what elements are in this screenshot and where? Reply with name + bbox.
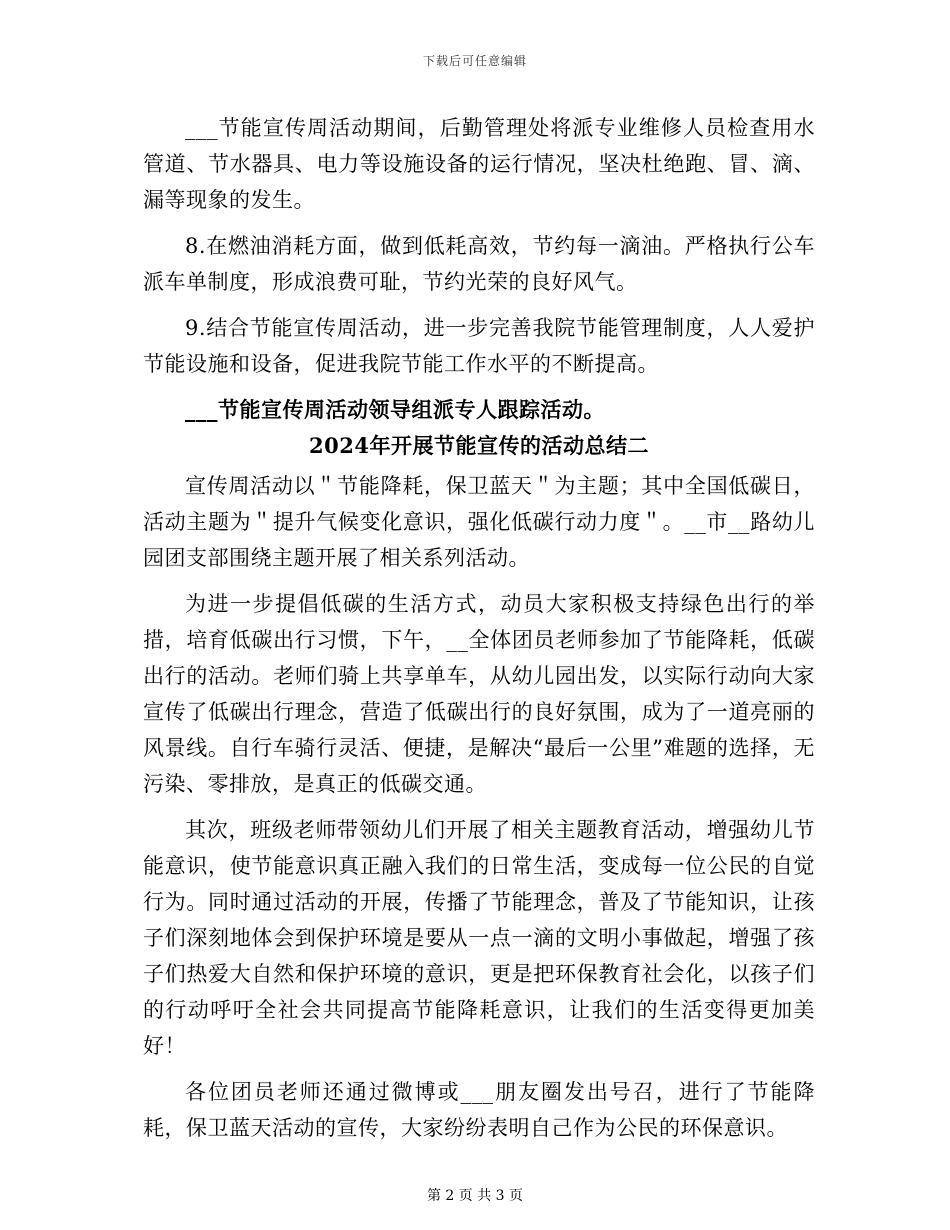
- document-body: [143, 110, 815, 1156]
- paragraph-bold: ___节能宣传周活动领导组派专人跟踪活动。: [185, 397, 605, 422]
- paragraph: 各位团员老师还通过微博或___朋友圈发出号召，进行了节能降耗，保卫蓝天活动的宣传，大家纷纷表明自己作为公民的环保意识。: [143, 1080, 815, 1140]
- paragraph: 宣传周活动以＂节能降耗，保卫蓝天＂为主题；其中全国低碳日，活动主题为＂提升气候变化意识，强化低碳行动力度＂。__市__路幼儿园团支部围绕主题开展了相关系列活动。: [143, 474, 815, 570]
- paragraph: 9.结合节能宣传周活动，进一步完善我院节能管理制度，人人爱护节能设施和设备，促进我院节能工作水平的不断提高。: [143, 316, 815, 376]
- page-footer: 第 2 页 共 3 页: [426, 1188, 524, 1204]
- paragraph: ___节能宣传周活动期间，后勤管理处将派专业维修人员检查用水管道、节水器具、电力等设施设备的运行情况，坚决杜绝跑、冒、滴、漏等现象的发生。: [143, 116, 815, 212]
- section-title: 2024年开展节能宣传的活动总结二: [309, 433, 649, 458]
- paragraph: 为进一步提倡低碳的生活方式，动员大家积极支持绿色出行的举措，培育低碳出行习惯，下午，__全体团员老师参加了节能降耗，低碳出行的活动。老师们骑上共享单车，从幼儿园出发，以实际行动向大家宣传了低碳出行理念，营造了低碳出行的良好氛围，成为了一道亮丽的风景线。自行车骑行灵活、便捷，是解决“最后一公里”难题的选择，无污染、零排放，是真正的低碳交通。: [143, 592, 815, 796]
- paragraph: 其次，班级老师带领幼儿们开展了相关主题教育活动，增强幼儿节能意识，使节能意识真正融入我们的日常生活，变成每一位公民的自觉行为。同时通过活动的开展，传播了节能理念，普及了节能知识，让孩子们深刻地体会到保护环境是要从一点一滴的文明小事做起，增强了孩子们热爱大自然和保护环境的意识，更是把环保教育社会化，以孩子们的行动呼吁全社会共同提高节能降耗意识，让我们的生活变得更加美好！: [143, 818, 815, 1058]
- page-header: 下载后可任意编辑: [422, 54, 527, 68]
- paragraph: 8.在燃油消耗方面，做到低耗高效，节约每一滴油。严格执行公车派车单制度，形成浪费可耻，节约光荣的良好风气。: [143, 234, 815, 294]
